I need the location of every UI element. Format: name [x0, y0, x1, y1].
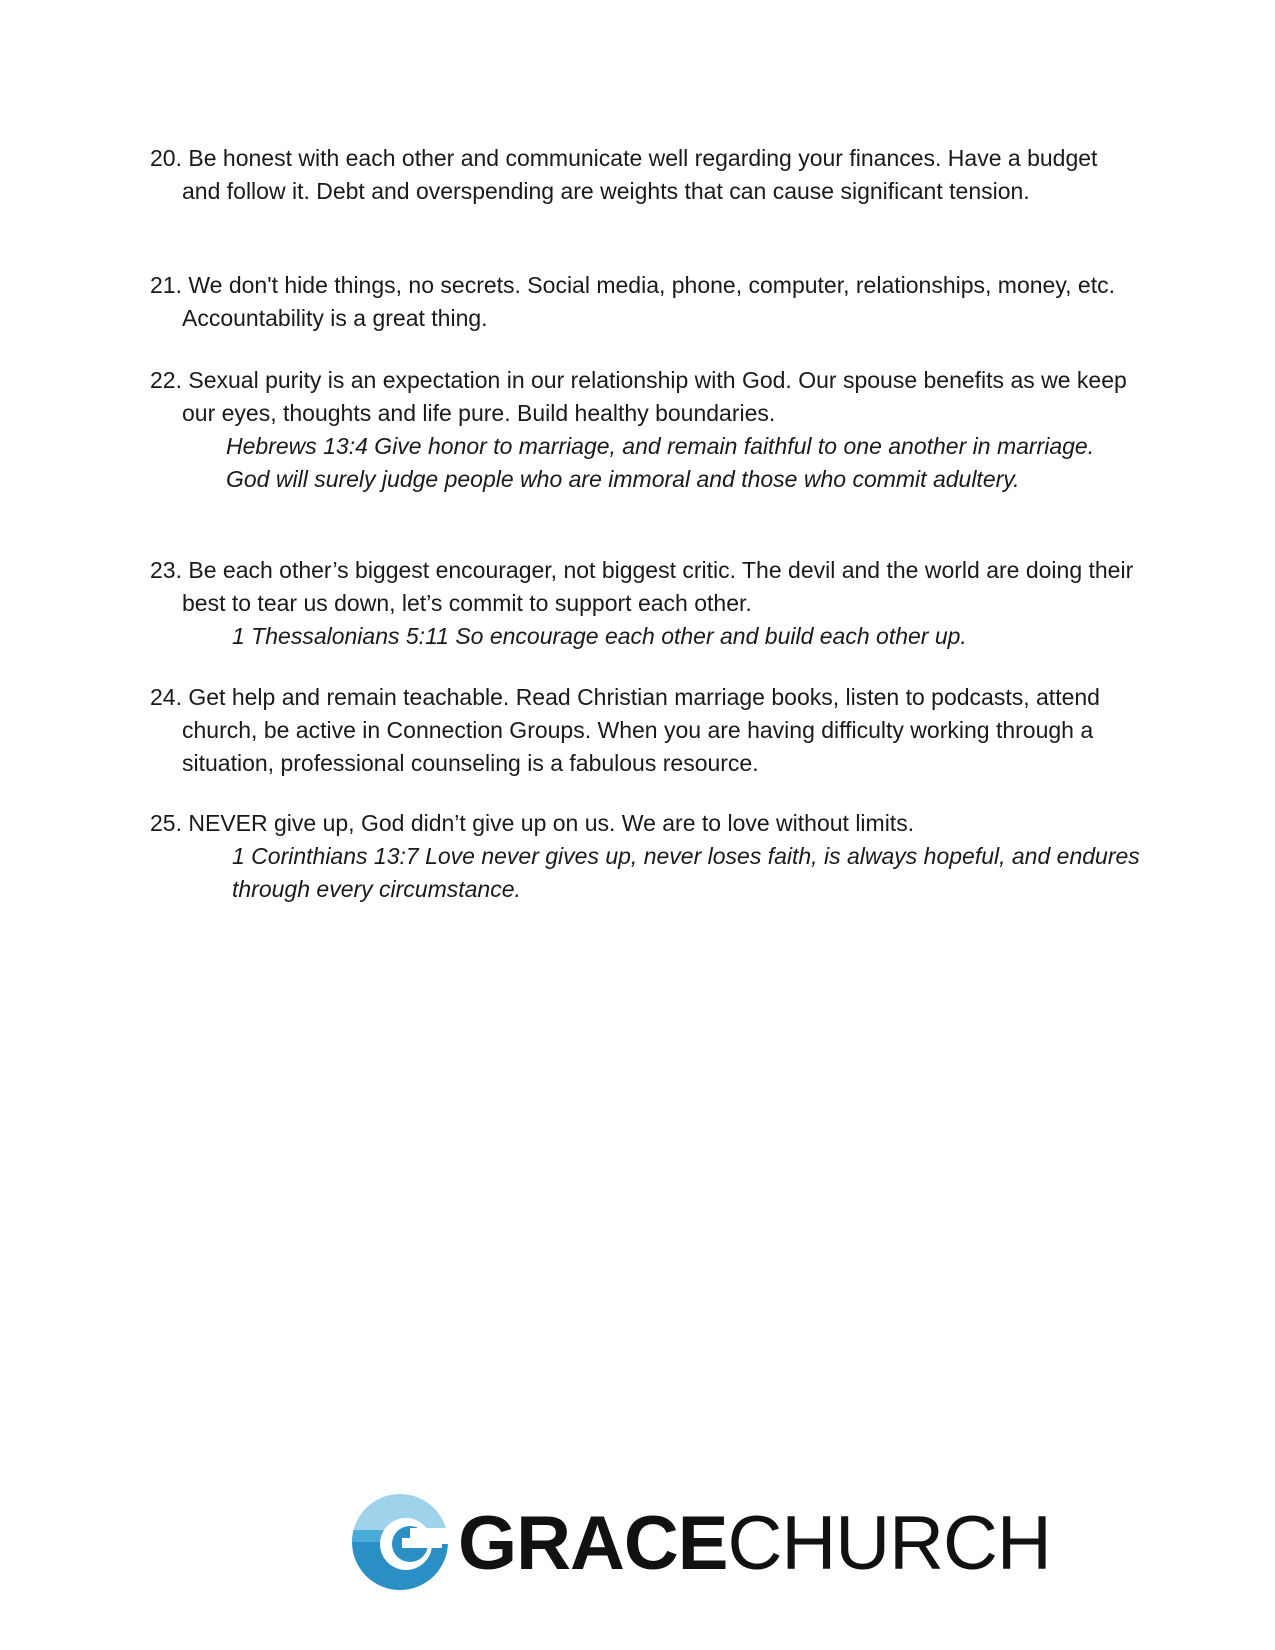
list-item [150, 142, 1140, 208]
list-item [150, 554, 1140, 653]
list-item [150, 269, 1140, 335]
scripture-verse: Hebrews 13:4 Give honor to marriage, and remain faithful to one another in marriage. God will surely judge people who are immoral and those who commit adultery. [226, 433, 1095, 492]
item-text: Be each other’s biggest encourager, not biggest critic. The devil and the world are doing their best to tear us down, let’s commit to support each other. [182, 557, 1134, 616]
item-text: Sexual purity is an expectation in our relationship with God. Our spouse benefits as we keep our eyes, thoughts and life pure. Build healthy boundaries. [182, 367, 1127, 426]
item-number: 22. [150, 367, 182, 393]
item-number: 21. [150, 272, 182, 298]
logo-wordmark [458, 1498, 1051, 1590]
item-number: 24. [150, 684, 182, 710]
list-item [150, 681, 1140, 780]
item-text: NEVER give up, God didn’t give up on us. We are to love without limits. [188, 810, 915, 836]
item-number: 25. [150, 810, 182, 836]
item-text: Get help and remain teachable. Read Christian marriage books, listen to podcasts, attend church, be active in Connection Groups. When you are having difficulty working through a situation, professional counseling is a fabulous resource. [182, 684, 1100, 776]
scripture-verse: 1 Corinthians 13:7 Love never gives up, never loses faith, is always hopeful, and endures through every circumstance. [232, 843, 1140, 902]
list-item [150, 807, 1140, 906]
logo-text-grace: GRACE [458, 1501, 728, 1586]
item-number: 23. [150, 557, 182, 583]
grace-church-logo [350, 1492, 1051, 1596]
scripture-verse: 1 Thessalonians 5:11 So encourage each other and build each other up. [232, 623, 967, 649]
item-text: We don't hide things, no secrets. Social media, phone, computer, relationships, money, etc. Accountability is a great thing. [182, 272, 1115, 331]
list-item [150, 364, 1140, 496]
item-text: Be honest with each other and communicate well regarding your finances. Have a budget and follow it. Debt and overspending are weights that can cause significant tension. [182, 145, 1098, 204]
grace-church-circle-logo-icon [350, 1492, 450, 1592]
logo-text-church: CHURCH [727, 1501, 1051, 1586]
item-number: 20. [150, 145, 182, 171]
